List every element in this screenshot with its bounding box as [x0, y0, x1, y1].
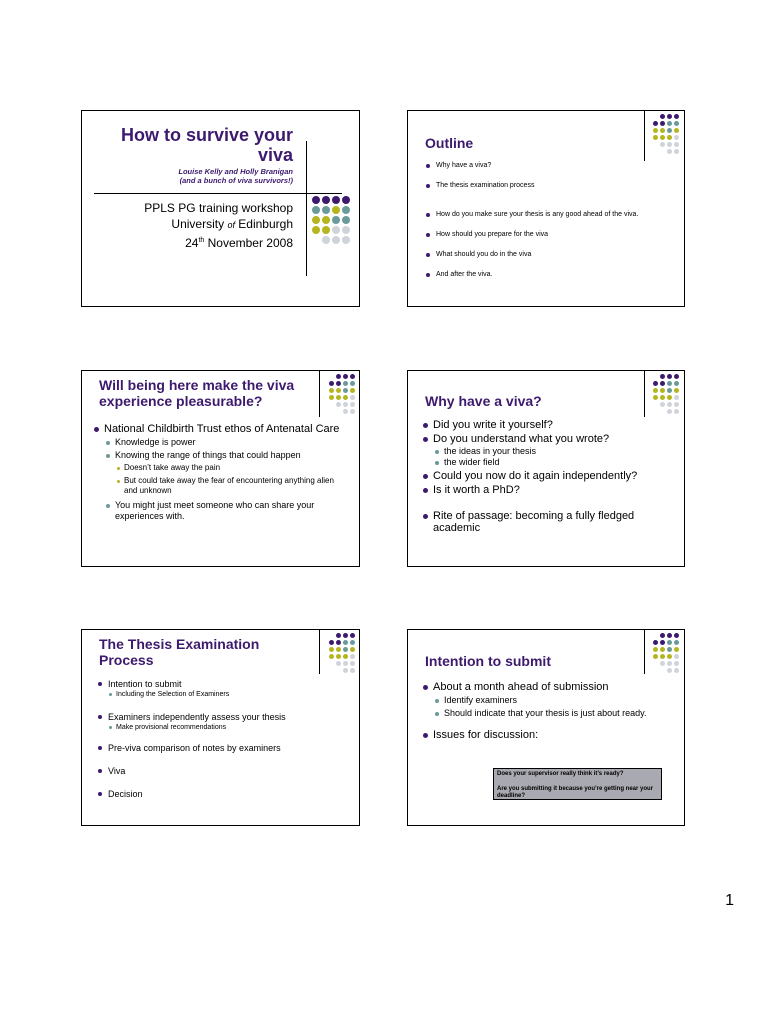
- decorative-dot: [653, 135, 658, 140]
- decorative-dot: [667, 142, 672, 147]
- decorative-dot: [350, 647, 355, 652]
- list-item: What should you do in the viva: [424, 250, 684, 259]
- decorative-dot: [660, 647, 665, 652]
- decorative-dot: [660, 409, 665, 414]
- decorative-dot: [660, 640, 665, 645]
- bullet-list: [421, 681, 671, 742]
- decorative-dot: [350, 661, 355, 666]
- decorative-dot: [322, 216, 330, 224]
- sub-sub-bullet-item: Doesn’t take away the pain: [115, 463, 342, 473]
- divider-vertical: [644, 630, 645, 674]
- list-item: Why have a viva?: [424, 161, 684, 170]
- decorative-dot: [336, 661, 341, 666]
- sub-bullet-item: Identify examiners: [433, 695, 671, 706]
- decorative-dot: [336, 402, 341, 407]
- decorative-dot: [653, 668, 658, 673]
- decorative-dot: [653, 402, 658, 407]
- decorative-dot: [322, 206, 330, 214]
- decorative-dot: [674, 654, 679, 659]
- decorative-dot: [312, 216, 320, 224]
- decorative-dot: [674, 661, 679, 666]
- decorative-dot: [343, 374, 348, 379]
- decorative-dot: [667, 114, 672, 119]
- decorative-dot: [674, 374, 679, 379]
- decorative-dot: [674, 114, 679, 119]
- bullet-item: About a month ahead of submission: [421, 681, 671, 693]
- decorative-dot: [667, 128, 672, 133]
- decorative-dot: [329, 409, 334, 414]
- decorative-dot: [653, 374, 658, 379]
- sub-bullet-item: the ideas in your thesis: [433, 446, 671, 457]
- decorative-dot: [332, 236, 340, 244]
- decorative-dot: [674, 633, 679, 638]
- decorative-dot: [653, 381, 658, 386]
- decorative-dot: [667, 121, 672, 126]
- authors: Louise Kelly and Holly Branigan (and a bunch of viva survivors!): [178, 167, 293, 185]
- sub-bullet-item: the wider field: [433, 457, 671, 468]
- decorative-dot: [660, 388, 665, 393]
- decorative-dot: [653, 409, 658, 414]
- decorative-dot: [660, 661, 665, 666]
- decorative-dot: [674, 640, 679, 645]
- bullet-item: Rite of passage: becoming a fully fledged academic: [421, 510, 671, 534]
- outline-list: [424, 161, 684, 279]
- decorative-dot: [336, 668, 341, 673]
- bullet-item: Did you write it yourself?: [421, 419, 671, 431]
- decorative-dot: [336, 409, 341, 414]
- bullet-list: [92, 423, 342, 522]
- slide-examination-process: [81, 629, 360, 826]
- bullet-item: Decision: [96, 789, 351, 800]
- slide-title-heading: How to survive your viva: [120, 125, 293, 165]
- discussion-box: Does your supervisor really think it’s ready? Are you submitting it because you’re getting near your deadline?: [493, 768, 662, 800]
- bullet-item: Viva: [96, 766, 351, 777]
- decorative-dot: [667, 374, 672, 379]
- decorative-dot: [343, 661, 348, 666]
- list-item: The thesis examination process: [424, 181, 684, 190]
- decorative-dot: [350, 668, 355, 673]
- decorative-dot: [667, 409, 672, 414]
- sub-bullet-item: Including the Selection of Examiners: [108, 690, 351, 699]
- divider-vertical: [306, 141, 307, 276]
- decorative-dot: [336, 654, 341, 659]
- decorative-dot: [667, 654, 672, 659]
- decorative-dot: [342, 206, 350, 214]
- decorative-dot: [667, 149, 672, 154]
- decorative-dot: [667, 647, 672, 652]
- sub-bullet-item: Knowledge is power: [104, 437, 342, 448]
- sub-bullet-item: Should indicate that your thesis is just about ready.: [433, 708, 671, 719]
- decorative-dot: [667, 633, 672, 638]
- divider-horizontal: [94, 193, 342, 194]
- decorative-dot: [660, 114, 665, 119]
- slide-title: [81, 110, 360, 307]
- decorative-dot: [653, 633, 658, 638]
- decorative-dot: [653, 388, 658, 393]
- decorative-dot: [674, 149, 679, 154]
- slide-intention-submit: [407, 629, 685, 826]
- bullet-item: Examiners independently assess your thesis: [96, 712, 351, 723]
- list-item: How should you prepare for the viva: [424, 230, 684, 239]
- decorative-dot: [674, 388, 679, 393]
- decorative-dot: [312, 226, 320, 234]
- decorative-dot: [332, 226, 340, 234]
- decorative-dot: [660, 381, 665, 386]
- decorative-dot: [343, 388, 348, 393]
- decorative-dot: [350, 395, 355, 400]
- decorative-dot: [660, 402, 665, 407]
- bullet-item: Intention to submit: [96, 679, 351, 690]
- decorative-dot: [343, 395, 348, 400]
- decorative-dot: [336, 395, 341, 400]
- bullet-item: Could you now do it again independently?: [421, 470, 671, 482]
- slide-heading: The Thesis Examination Process: [99, 636, 260, 668]
- decorative-dot: [660, 149, 665, 154]
- decorative-dot: [350, 381, 355, 386]
- slide-heading: Why have a viva?: [425, 393, 542, 409]
- decorative-dot-grid: [328, 632, 356, 674]
- decorative-dot: [350, 640, 355, 645]
- decorative-dot: [343, 633, 348, 638]
- decorative-dot-grid: [328, 373, 356, 415]
- bullet-item: National Childbirth Trust ethos of Antenatal Care: [92, 423, 342, 435]
- decorative-dot: [342, 216, 350, 224]
- bullet-list: [96, 679, 351, 800]
- decorative-dot: [653, 142, 658, 147]
- decorative-dot: [667, 381, 672, 386]
- decorative-dot: [332, 196, 340, 204]
- decorative-dot: [343, 668, 348, 673]
- decorative-dot: [332, 216, 340, 224]
- decorative-dot: [350, 654, 355, 659]
- decorative-dot: [660, 128, 665, 133]
- decorative-dot: [667, 395, 672, 400]
- decorative-dot: [329, 395, 334, 400]
- decorative-dot: [667, 388, 672, 393]
- decorative-dot: [660, 633, 665, 638]
- decorative-dot: [342, 196, 350, 204]
- divider-vertical: [319, 371, 320, 417]
- decorative-dot: [329, 633, 334, 638]
- slide-heading: Will being here make the viva experience pleasurable?: [99, 377, 295, 409]
- divider-vertical: [644, 371, 645, 417]
- bullet-item: Issues for discussion:: [421, 729, 671, 741]
- decorative-dot: [329, 654, 334, 659]
- decorative-dot: [329, 381, 334, 386]
- decorative-dot: [343, 402, 348, 407]
- slide-pleasurable: [81, 370, 360, 567]
- decorative-dot: [336, 640, 341, 645]
- decorative-dot: [350, 388, 355, 393]
- decorative-dot: [336, 381, 341, 386]
- decorative-dot: [653, 661, 658, 666]
- decorative-dot: [350, 402, 355, 407]
- decorative-dot: [343, 381, 348, 386]
- slide-heading: Intention to submit: [425, 653, 551, 669]
- decorative-dot: [660, 374, 665, 379]
- decorative-dot: [667, 402, 672, 407]
- decorative-dot: [674, 142, 679, 147]
- decorative-dot: [312, 236, 320, 244]
- decorative-dot: [674, 647, 679, 652]
- decorative-dot: [350, 374, 355, 379]
- decorative-dot: [674, 409, 679, 414]
- sub-bullet-item: Knowing the range of things that could happen: [104, 450, 342, 461]
- sub-sub-bullet-item: But could take away the fear of encountering anything alien and unknown: [115, 476, 342, 496]
- decorative-dot-grid: [652, 632, 680, 674]
- decorative-dot: [329, 388, 334, 393]
- decorative-dot: [653, 640, 658, 645]
- decorative-dot-grid: [652, 373, 680, 415]
- bullet-item: Pre-viva comparison of notes by examiners: [96, 743, 351, 754]
- decorative-dot: [342, 226, 350, 234]
- decorative-dot: [667, 661, 672, 666]
- decorative-dot: [674, 135, 679, 140]
- decorative-dot: [660, 142, 665, 147]
- decorative-dot: [667, 135, 672, 140]
- list-item: How do you make sure your thesis is any good ahead of the viva.: [424, 210, 684, 219]
- bullet-item: Is it worth a PhD?: [421, 484, 671, 496]
- decorative-dot: [674, 668, 679, 673]
- decorative-dot: [332, 206, 340, 214]
- decorative-dot: [342, 236, 350, 244]
- decorative-dot: [350, 633, 355, 638]
- decorative-dot: [322, 236, 330, 244]
- decorative-dot: [343, 647, 348, 652]
- decorative-dot: [653, 114, 658, 119]
- workshop-info: PPLS PG training workshop University of Edinburgh 24th November 2008: [144, 201, 293, 250]
- slide-outline: [407, 110, 685, 307]
- decorative-dot: [660, 668, 665, 673]
- decorative-dot-grid: [311, 195, 351, 245]
- decorative-dot: [343, 654, 348, 659]
- decorative-dot: [322, 196, 330, 204]
- decorative-dot: [322, 226, 330, 234]
- list-item: And after the viva.: [424, 270, 684, 279]
- bullet-list: [421, 419, 671, 535]
- decorative-dot: [336, 388, 341, 393]
- decorative-dot: [653, 128, 658, 133]
- decorative-dot: [329, 374, 334, 379]
- divider-vertical: [319, 630, 320, 674]
- decorative-dot: [343, 640, 348, 645]
- page-number: 1: [725, 892, 734, 909]
- decorative-dot: [660, 395, 665, 400]
- decorative-dot: [312, 206, 320, 214]
- slide-why-viva: [407, 370, 685, 567]
- decorative-dot: [674, 381, 679, 386]
- decorative-dot: [343, 409, 348, 414]
- decorative-dot: [653, 654, 658, 659]
- decorative-dot: [329, 647, 334, 652]
- decorative-dot: [653, 647, 658, 652]
- decorative-dot: [336, 633, 341, 638]
- sub-bullet-item: You might just meet someone who can share your experiences with.: [104, 500, 342, 522]
- decorative-dot: [660, 654, 665, 659]
- decorative-dot: [667, 668, 672, 673]
- decorative-dot: [653, 149, 658, 154]
- decorative-dot: [660, 135, 665, 140]
- slide-heading: Outline: [425, 135, 474, 151]
- bullet-item: Do you understand what you wrote?: [421, 433, 671, 445]
- sub-bullet-item: Make provisional recommendations: [108, 723, 351, 732]
- decorative-dot: [660, 121, 665, 126]
- decorative-dot: [329, 640, 334, 645]
- divider-vertical: [644, 111, 645, 161]
- decorative-dot: [329, 668, 334, 673]
- decorative-dot: [329, 402, 334, 407]
- decorative-dot: [674, 395, 679, 400]
- decorative-dot: [329, 661, 334, 666]
- decorative-dot: [350, 409, 355, 414]
- decorative-dot: [674, 402, 679, 407]
- decorative-dot: [653, 121, 658, 126]
- decorative-dot: [653, 395, 658, 400]
- decorative-dot: [312, 196, 320, 204]
- decorative-dot: [667, 640, 672, 645]
- decorative-dot: [336, 647, 341, 652]
- decorative-dot: [674, 128, 679, 133]
- decorative-dot-grid: [652, 113, 680, 155]
- decorative-dot: [336, 374, 341, 379]
- decorative-dot: [674, 121, 679, 126]
